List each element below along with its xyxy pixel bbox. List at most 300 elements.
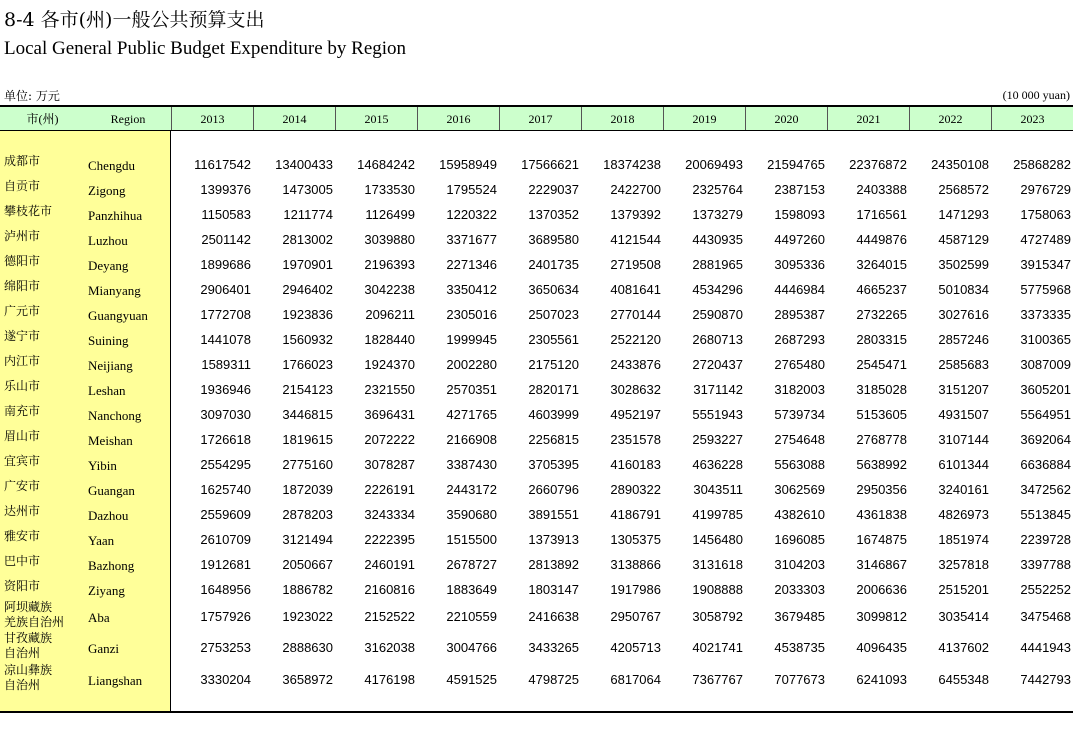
expenditure-value: 6241093 [856, 672, 907, 687]
region-name-en: Aba [88, 610, 110, 625]
header-year: 2016 [417, 107, 499, 130]
expenditure-value: 3027616 [938, 307, 989, 322]
expenditure-value: 2680713 [692, 332, 743, 347]
expenditure-value: 1379392 [610, 207, 661, 222]
expenditure-value: 2765480 [774, 357, 825, 372]
expenditure-value: 4952197 [610, 407, 661, 422]
expenditure-value: 2222395 [364, 532, 415, 547]
expenditure-value: 3182003 [774, 382, 825, 397]
expenditure-value: 1803147 [528, 582, 579, 597]
header-year: 2023 [991, 107, 1073, 130]
table-row [0, 301, 1073, 326]
expenditure-value: 1726618 [200, 432, 251, 447]
expenditure-value: 2554295 [200, 457, 251, 472]
expenditure-value: 1766023 [282, 357, 333, 372]
expenditure-value: 1150583 [201, 207, 251, 222]
expenditure-value: 4587129 [938, 232, 989, 247]
expenditure-value: 2229037 [528, 182, 579, 197]
expenditure-value: 4176198 [364, 672, 415, 687]
expenditure-value: 3004766 [446, 640, 497, 655]
region-name-en: Luzhou [88, 233, 128, 248]
header-region-cn: 市(州) [0, 107, 85, 130]
expenditure-value: 3162038 [364, 640, 415, 655]
expenditure-value: 2239728 [1020, 532, 1071, 547]
expenditure-value: 2387153 [774, 182, 825, 197]
expenditure-value: 3371677 [446, 232, 497, 247]
expenditure-value: 4137602 [938, 640, 989, 655]
expenditure-value: 3121494 [282, 532, 333, 547]
expenditure-value: 2460191 [364, 557, 415, 572]
expenditure-value: 2890322 [610, 482, 661, 497]
header-year: 2017 [499, 107, 581, 130]
expenditure-value: 4727489 [1020, 232, 1071, 247]
unit-label-en: (10 000 yuan) [1002, 88, 1070, 102]
expenditure-value: 2687293 [774, 332, 825, 347]
region-name-en: Dazhou [88, 508, 129, 523]
region-name-cn: 宜宾市 [4, 454, 41, 468]
expenditure-value: 2732265 [856, 307, 907, 322]
expenditure-value: 11617542 [194, 157, 251, 172]
region-name-en: Liangshan [88, 673, 143, 688]
expenditure-value: 2950767 [610, 609, 661, 624]
expenditure-value: 2050667 [282, 557, 333, 572]
expenditure-value: 3679485 [774, 609, 825, 624]
region-name-en: Ziyang [88, 583, 125, 598]
expenditure-value: 3350412 [446, 282, 497, 297]
region-name-en: Panzhihua [88, 208, 143, 223]
expenditure-value: 2072222 [364, 432, 415, 447]
expenditure-value: 25868282 [1013, 157, 1071, 172]
expenditure-value: 1373913 [528, 532, 579, 547]
expenditure-value: 4603999 [528, 407, 579, 422]
expenditure-value: 5638992 [856, 457, 907, 472]
expenditure-value: 2768778 [856, 432, 907, 447]
expenditure-value: 1758063 [1020, 207, 1071, 222]
expenditure-value: 2559609 [200, 507, 251, 522]
table-title-en: Local General Public Budget Expenditure by Region [4, 38, 407, 59]
expenditure-value: 2175120 [528, 357, 579, 372]
expenditure-value: 1872039 [282, 482, 333, 497]
table-row [0, 226, 1073, 251]
table-row [0, 631, 1073, 663]
expenditure-value: 1883649 [446, 582, 497, 597]
expenditure-value: 4446984 [774, 282, 825, 297]
expenditure-value: 3433265 [528, 640, 579, 655]
expenditure-value: 3330204 [200, 672, 251, 687]
expenditure-value: 1899686 [200, 257, 251, 272]
expenditure-value: 2166908 [446, 432, 497, 447]
table-row [0, 526, 1073, 551]
expenditure-value: 2416638 [528, 609, 579, 624]
table-row [0, 151, 1073, 176]
expenditure-value: 1598093 [774, 207, 825, 222]
expenditure-value: 4441943 [1020, 640, 1071, 655]
header-year: 2022 [909, 107, 991, 130]
expenditure-value: 3185028 [856, 382, 907, 397]
expenditure-value: 4160183 [610, 457, 661, 472]
region-name-cn: 德阳市 [4, 254, 41, 268]
expenditure-value: 2813002 [282, 232, 333, 247]
expenditure-value: 3696431 [364, 407, 415, 422]
expenditure-value: 2820171 [528, 382, 579, 397]
expenditure-value: 3240161 [938, 482, 989, 497]
expenditure-value: 6455348 [938, 672, 989, 687]
expenditure-value: 6817064 [610, 672, 661, 687]
expenditure-value: 3087009 [1020, 357, 1071, 372]
table-row [0, 351, 1073, 376]
expenditure-value: 3705395 [528, 457, 579, 472]
expenditure-value: 3397788 [1020, 557, 1071, 572]
expenditure-value: 3043511 [693, 482, 743, 497]
expenditure-value: 2443172 [446, 482, 497, 497]
expenditure-value: 3257818 [938, 557, 989, 572]
expenditure-value: 3446815 [282, 407, 333, 422]
expenditure-value: 4826973 [938, 507, 989, 522]
expenditure-value: 1625740 [200, 482, 251, 497]
table-row [0, 426, 1073, 451]
expenditure-value: 1211774 [283, 207, 333, 222]
expenditure-value: 2568572 [938, 182, 989, 197]
expenditure-value: 2507023 [528, 307, 579, 322]
expenditure-value: 1795524 [446, 182, 497, 197]
expenditure-value: 3078287 [364, 457, 415, 472]
expenditure-value: 4430935 [692, 232, 743, 247]
region-name-cn: 资阳市 [4, 579, 41, 593]
expenditure-value: 1999945 [446, 332, 497, 347]
expenditure-value: 2196393 [364, 257, 415, 272]
expenditure-value: 2775160 [282, 457, 333, 472]
expenditure-value: 3171142 [693, 382, 743, 397]
expenditure-value: 4271765 [446, 407, 497, 422]
expenditure-value: 2321550 [364, 382, 415, 397]
region-name-en: Zigong [88, 183, 126, 198]
expenditure-value: 2753253 [200, 640, 251, 655]
expenditure-value: 1560932 [282, 332, 333, 347]
table-row [0, 276, 1073, 301]
expenditure-value: 3099812 [856, 609, 907, 624]
expenditure-value: 3035414 [938, 609, 989, 624]
expenditure-value: 2033303 [774, 582, 825, 597]
expenditure-value: 24350108 [931, 157, 989, 172]
expenditure-value: 3131618 [692, 557, 743, 572]
expenditure-value: 3472562 [1020, 482, 1071, 497]
expenditure-value: 2888630 [282, 640, 333, 655]
expenditure-value: 1305375 [610, 532, 661, 547]
table-row [0, 201, 1073, 226]
expenditure-value: 4534296 [692, 282, 743, 297]
expenditure-value: 2857246 [938, 332, 989, 347]
table-title-cn: 8-4 各市(州)一般公共预算支出 [4, 9, 265, 31]
expenditure-value: 4096435 [856, 640, 907, 655]
expenditure-value: 2976729 [1020, 182, 1071, 197]
region-name-cn: 乐山市 [4, 379, 41, 393]
expenditure-value: 3264015 [856, 257, 907, 272]
header-bottom-rule [0, 130, 1073, 131]
expenditure-value: 2754648 [774, 432, 825, 447]
expenditure-value: 2678727 [446, 557, 497, 572]
region-name-en: Yaan [88, 533, 115, 548]
expenditure-value: 3062569 [774, 482, 825, 497]
expenditure-value: 1399376 [200, 182, 251, 197]
expenditure-value: 2152522 [364, 609, 415, 624]
table-row [0, 576, 1073, 601]
header-year: 2020 [745, 107, 827, 130]
expenditure-value: 2878203 [282, 507, 333, 522]
expenditure-value: 2946402 [282, 282, 333, 297]
region-name-cn: 羌族自治州 [4, 615, 65, 629]
table-row [0, 401, 1073, 426]
region-name-cn: 内江市 [4, 354, 41, 368]
expenditure-value: 2590870 [692, 307, 743, 322]
expenditure-value: 1370352 [528, 207, 579, 222]
expenditure-value: 1936946 [200, 382, 251, 397]
expenditure-value: 2881965 [692, 257, 743, 272]
region-name-cn: 自治州 [4, 678, 41, 692]
expenditure-value: 1924370 [364, 357, 415, 372]
expenditure-value: 2002280 [446, 357, 497, 372]
expenditure-value: 2660796 [528, 482, 579, 497]
expenditure-value: 3138866 [610, 557, 661, 572]
expenditure-value: 5153605 [856, 407, 907, 422]
expenditure-value: 2545471 [856, 357, 907, 372]
region-name-cn: 达州市 [4, 504, 41, 518]
expenditure-value: 3039880 [364, 232, 415, 247]
expenditure-value: 4186791 [610, 507, 661, 522]
region-name-cn: 巴中市 [4, 554, 41, 568]
expenditure-value: 3146867 [856, 557, 907, 572]
expenditure-value: 1923022 [282, 609, 333, 624]
expenditure-value: 1674875 [856, 532, 907, 547]
expenditure-value: 4538735 [774, 640, 825, 655]
expenditure-value: 3151207 [938, 382, 989, 397]
region-name-en: Mianyang [88, 283, 141, 298]
region-name-cn: 泸州市 [4, 229, 41, 243]
expenditure-value: 1970901 [282, 257, 333, 272]
expenditure-value: 4021741 [692, 640, 743, 655]
expenditure-value: 2501142 [201, 232, 251, 247]
expenditure-value: 18374238 [603, 157, 661, 172]
expenditure-value: 2720437 [692, 357, 743, 372]
table-row [0, 376, 1073, 401]
region-name-en: Neijiang [88, 358, 133, 373]
expenditure-value: 2271346 [446, 257, 497, 272]
region-name-cn: 广安市 [4, 479, 41, 493]
expenditure-value: 7367767 [692, 672, 743, 687]
expenditure-value: 13400433 [275, 157, 333, 172]
expenditure-value: 1851974 [938, 532, 989, 547]
expenditure-value: 4081641 [610, 282, 661, 297]
table-row [0, 600, 1073, 631]
expenditure-value: 3100365 [1020, 332, 1071, 347]
expenditure-value: 1515500 [446, 532, 497, 547]
region-name-en: Deyang [88, 258, 129, 273]
expenditure-value: 1471293 [938, 207, 989, 222]
expenditure-value: 2401735 [528, 257, 579, 272]
expenditure-value: 2096211 [365, 307, 415, 322]
region-name-cn: 眉山市 [4, 429, 41, 443]
expenditure-value: 3658972 [282, 672, 333, 687]
unit-label-cn: 单位: 万元 [4, 89, 60, 103]
table-bottom-rule [0, 711, 1073, 713]
expenditure-value: 5563088 [774, 457, 825, 472]
expenditure-value: 2950356 [856, 482, 907, 497]
region-name-cn: 凉山彝族 [4, 663, 53, 677]
expenditure-value: 2160816 [364, 582, 415, 597]
expenditure-value: 5775968 [1020, 282, 1071, 297]
region-name-en: Bazhong [88, 558, 135, 573]
expenditure-value: 3058792 [692, 609, 743, 624]
expenditure-value: 2515201 [938, 582, 989, 597]
header-year: 2021 [827, 107, 909, 130]
table-row [0, 251, 1073, 276]
expenditure-value: 2433876 [610, 357, 661, 372]
expenditure-value: 1923836 [282, 307, 333, 322]
expenditure-value: 4665237 [856, 282, 907, 297]
table-row [0, 451, 1073, 476]
expenditure-value: 3475468 [1020, 609, 1071, 624]
expenditure-value: 3107144 [938, 432, 989, 447]
expenditure-value: 4121544 [610, 232, 661, 247]
expenditure-value: 4798725 [528, 672, 579, 687]
expenditure-value: 2906401 [200, 282, 251, 297]
header-year: 2018 [581, 107, 663, 130]
expenditure-value: 1648956 [200, 582, 251, 597]
expenditure-value: 2006636 [856, 582, 907, 597]
expenditure-value: 3650634 [528, 282, 579, 297]
expenditure-value: 7077673 [774, 672, 825, 687]
region-name-en: Nanchong [88, 408, 142, 423]
expenditure-value: 2305016 [446, 307, 497, 322]
expenditure-value: 22376872 [849, 157, 907, 172]
expenditure-value: 3042238 [364, 282, 415, 297]
region-name-en: Ganzi [88, 641, 120, 656]
expenditure-value: 2305561 [528, 332, 579, 347]
table-header-row [0, 107, 1073, 130]
expenditure-value: 2570351 [446, 382, 497, 397]
expenditure-value: 3243334 [364, 507, 415, 522]
expenditure-value: 3502599 [938, 257, 989, 272]
table-row [0, 663, 1073, 695]
expenditure-value: 20069493 [685, 157, 743, 172]
expenditure-value: 2585683 [938, 357, 989, 372]
expenditure-value: 4591525 [446, 672, 497, 687]
expenditure-value: 5564951 [1020, 407, 1071, 422]
expenditure-value: 3689580 [528, 232, 579, 247]
expenditure-value: 2719508 [610, 257, 661, 272]
expenditure-value: 1912681 [200, 557, 251, 572]
expenditure-value: 2813892 [528, 557, 579, 572]
table-row [0, 326, 1073, 351]
expenditure-value: 1441078 [200, 332, 251, 347]
region-name-cn: 遂宁市 [4, 329, 41, 343]
expenditure-value: 2325764 [692, 182, 743, 197]
expenditure-value: 5551943 [692, 407, 743, 422]
expenditure-value: 2256815 [528, 432, 579, 447]
region-name-en: Leshan [88, 383, 126, 398]
expenditure-value: 21594765 [767, 157, 825, 172]
expenditure-value: 2552252 [1020, 582, 1071, 597]
region-name-cn: 成都市 [4, 154, 41, 168]
expenditure-value: 4497260 [774, 232, 825, 247]
expenditure-value: 14684242 [357, 157, 415, 172]
expenditure-value: 1819615 [282, 432, 333, 447]
region-name-cn: 攀枝花市 [4, 204, 53, 218]
header-year: 2013 [171, 107, 253, 130]
expenditure-value: 2803315 [856, 332, 907, 347]
table-row [0, 176, 1073, 201]
expenditure-value: 1473005 [282, 182, 333, 197]
region-name-en: Guangyuan [88, 308, 148, 323]
expenditure-value: 3373335 [1020, 307, 1071, 322]
expenditure-value: 2610709 [200, 532, 251, 547]
table-row [0, 476, 1073, 501]
region-name-cn: 自治州 [4, 646, 41, 660]
expenditure-value: 1828440 [364, 332, 415, 347]
expenditure-value: 17566621 [521, 157, 579, 172]
expenditure-value: 1917986 [610, 582, 661, 597]
expenditure-value: 2226191 [364, 482, 415, 497]
expenditure-value: 3104203 [774, 557, 825, 572]
region-name-cn: 南充市 [4, 404, 41, 418]
expenditure-value: 2210559 [446, 609, 497, 624]
expenditure-value: 3605201 [1020, 382, 1071, 397]
expenditure-value: 2351578 [610, 432, 661, 447]
expenditure-value: 4931507 [938, 407, 989, 422]
expenditure-value: 1886782 [282, 582, 333, 597]
region-name-cn: 雅安市 [4, 529, 41, 543]
expenditure-value: 6636884 [1020, 457, 1071, 472]
region-name-cn: 广元市 [4, 304, 41, 318]
region-name-cn: 阿坝藏族 [4, 600, 53, 614]
expenditure-value: 3590680 [446, 507, 497, 522]
region-name-en: Yibin [88, 458, 117, 473]
expenditure-value: 1757926 [200, 609, 251, 624]
expenditure-value: 1908888 [692, 582, 743, 597]
expenditure-value: 3028632 [610, 382, 661, 397]
expenditure-value: 3097030 [200, 407, 251, 422]
table-row [0, 501, 1073, 526]
region-name-en: Suining [88, 333, 129, 348]
expenditure-value: 5739734 [774, 407, 825, 422]
expenditure-value: 2522120 [610, 332, 661, 347]
expenditure-value: 1456480 [692, 532, 743, 547]
expenditure-value: 1220322 [446, 207, 497, 222]
header-year: 2015 [335, 107, 417, 130]
expenditure-value: 2403388 [856, 182, 907, 197]
expenditure-value: 1772708 [200, 307, 251, 322]
expenditure-value: 1589311 [201, 357, 251, 372]
region-name-cn: 自贡市 [4, 179, 41, 193]
table-row [0, 551, 1073, 576]
expenditure-value: 3915347 [1020, 257, 1071, 272]
expenditure-value: 3692064 [1020, 432, 1071, 447]
expenditure-value: 5513845 [1020, 507, 1071, 522]
expenditure-value: 4199785 [692, 507, 743, 522]
expenditure-value: 7442793 [1020, 672, 1071, 687]
expenditure-value: 1696085 [774, 532, 825, 547]
expenditure-value: 4636228 [692, 457, 743, 472]
header-region-en: Region [85, 107, 171, 130]
header-year: 2019 [663, 107, 745, 130]
expenditure-value: 4205713 [610, 640, 661, 655]
expenditure-value: 2154123 [282, 382, 333, 397]
region-name-cn: 甘孜藏族 [4, 631, 53, 645]
expenditure-value: 1716561 [856, 207, 907, 222]
expenditure-value: 2593227 [692, 432, 743, 447]
region-name-cn: 绵阳市 [4, 279, 41, 293]
region-name-en: Chengdu [88, 158, 135, 173]
expenditure-value: 2895387 [774, 307, 825, 322]
